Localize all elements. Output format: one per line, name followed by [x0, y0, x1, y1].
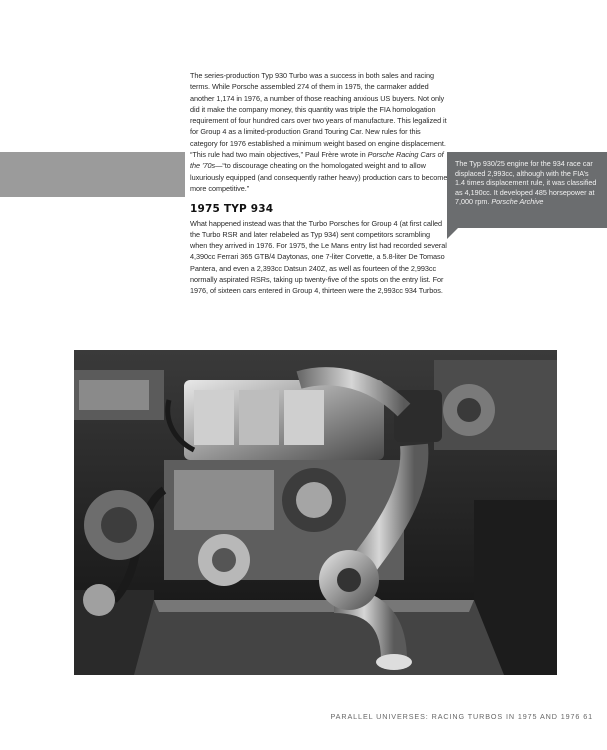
section-heading: 1975 TYP 934: [190, 203, 274, 216]
caption-credit: Porsche Archive: [491, 197, 544, 207]
book-title: Porsche Racing Cars of the ’70s: [190, 150, 444, 171]
paragraph-2: What happened instead was that the Turbo Porsches for Group 4 (at first called the Turbo RSR and later relabeled as Typ 934) sent competitors scrambling when they arrived in 1976. For 1975, the Le Mans entry list had recorded several 4,390cc Ferrari 365 GTB/4 Daytonas, one 7-liter Corvette, a 5.8-liter De Tomaso Pantera, and even a 2,393cc Datsun 240Z, as well as fourteen of the 2,993cc normally aspirated RSRs, taking up twenty-five of the spots on the entry list. For 1976, of sixteen cars entered in Group 4, thirteen were the 2,993cc 934 Turbos.: [190, 218, 447, 296]
caption-text: The Typ 930/25 engine for the 934 race car displaced 2,993cc, although with the FIA’s 1.4 times displacement rule, it was classified as 4,190cc. It developed 485 horsepower at 7,000 rpm.: [455, 159, 597, 207]
body-text: [190, 70, 448, 297]
engine-photo: [74, 350, 557, 675]
photo-caption: [447, 152, 607, 228]
page-footer: PARALLEL UNIVERSES: RACING TURBOS IN 1975 AND 1976 61: [330, 712, 593, 721]
paragraph-1: The series-production Typ 930 Turbo was a success in both sales and racing terms. While Porsche assembled 274 of them in 1975, the carmaker added another 1,174 in 1976, a number of those reaching anxious US buyers. Not only did it make the company money, this quantity was triple the FIA homologation requirement of four hundred cars over two years of manufacture. This legalized it for Group 4 as a limited-production Grand Touring Car. New rules for this category for 1976 established a minimum weight based on engine displacement. “This rule had two main objectives,” Paul Frère wrote in Porsche Racing Cars of the ’70s—“to discourage cheating on the homologated weight and to allow luxuriously equipped (and consequently rather heavy) production cars to become more competitive.”: [190, 71, 448, 193]
gray-band-left: [0, 152, 185, 197]
caption-pointer: [447, 228, 458, 239]
